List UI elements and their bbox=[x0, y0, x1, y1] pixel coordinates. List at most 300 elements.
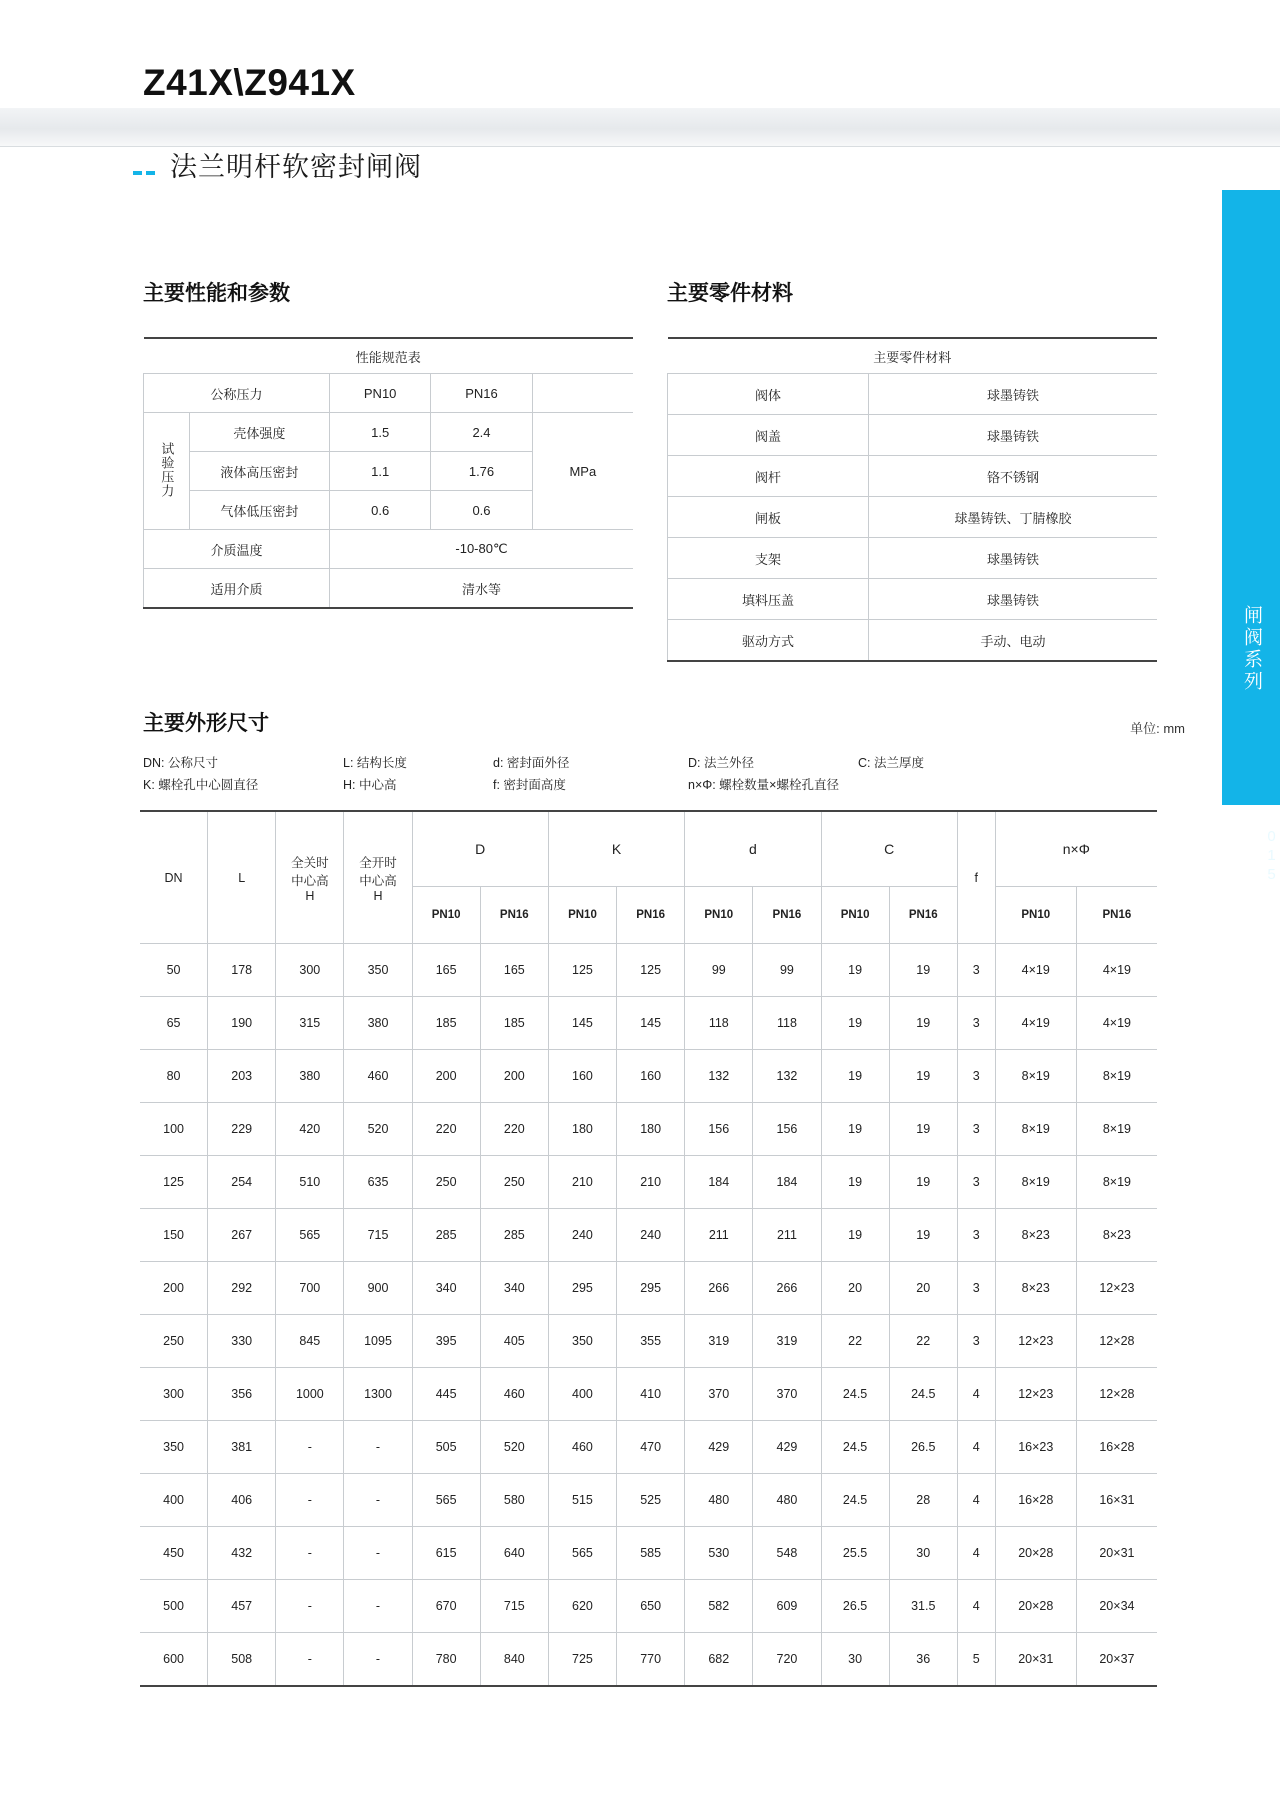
cell-part: 填料压盖 bbox=[668, 579, 869, 620]
cell-h-open: - bbox=[344, 1421, 412, 1474]
cell-f: 4 bbox=[957, 1421, 995, 1474]
cell-dsmall-pn10: 156 bbox=[685, 1103, 753, 1156]
cell-l: 381 bbox=[208, 1421, 276, 1474]
cell-h-closed: 510 bbox=[276, 1156, 344, 1209]
cell-k-pn10: 295 bbox=[548, 1262, 616, 1315]
cell-nphi-pn16: 8×19 bbox=[1076, 1103, 1157, 1156]
cell-k-pn16: 160 bbox=[617, 1050, 685, 1103]
cell-h-open: 635 bbox=[344, 1156, 412, 1209]
cell-h-open: 715 bbox=[344, 1209, 412, 1262]
header-h-closed: 全关时 中心高 H bbox=[276, 811, 344, 944]
cell-temperature-label: 介质温度 bbox=[144, 530, 330, 569]
cell-dn: 125 bbox=[140, 1156, 208, 1209]
header-k-pn10: PN10 bbox=[548, 887, 616, 944]
cell-h-closed: - bbox=[276, 1580, 344, 1633]
table-row bbox=[140, 997, 1157, 1050]
performance-table bbox=[143, 337, 633, 609]
cell-c-pn16: 31.5 bbox=[889, 1580, 957, 1633]
header-group-k: K bbox=[548, 811, 684, 887]
page-number: 015 bbox=[1263, 828, 1280, 885]
cell-value: 1.76 bbox=[431, 452, 532, 491]
cell-f: 4 bbox=[957, 1368, 995, 1421]
cell-dsmall-pn10: 184 bbox=[685, 1156, 753, 1209]
unit-note: 单位: mm bbox=[1130, 721, 1185, 736]
cell-k-pn10: 210 bbox=[548, 1156, 616, 1209]
cell-dn: 80 bbox=[140, 1050, 208, 1103]
cell-part: 驱动方式 bbox=[668, 620, 869, 662]
header-band bbox=[0, 108, 1280, 146]
cell-c-pn10: 19 bbox=[821, 1050, 889, 1103]
cell-dsmall-pn16: 132 bbox=[753, 1050, 821, 1103]
cell-dsmall-pn16: 429 bbox=[753, 1421, 821, 1474]
cell-k-pn10: 125 bbox=[548, 944, 616, 997]
cell-nphi-pn16: 4×19 bbox=[1076, 997, 1157, 1050]
header-c-pn10: PN10 bbox=[821, 887, 889, 944]
cell-dsmall-pn10: 132 bbox=[685, 1050, 753, 1103]
page-subtitle: 法兰明杆软密封闸阀 bbox=[170, 152, 422, 182]
header-d-pn10: PN10 bbox=[412, 887, 480, 944]
cell-c-pn16: 22 bbox=[889, 1315, 957, 1368]
cell-medium-label: 适用介质 bbox=[144, 569, 330, 609]
cell-dn: 300 bbox=[140, 1368, 208, 1421]
materials-table-wrap bbox=[667, 337, 1157, 662]
dimensions-table-body bbox=[140, 944, 1157, 1687]
cell-nphi-pn10: 4×19 bbox=[995, 944, 1076, 997]
cell-l: 457 bbox=[208, 1580, 276, 1633]
table-row bbox=[668, 497, 1158, 538]
cell-dn: 50 bbox=[140, 944, 208, 997]
table-row bbox=[140, 1633, 1157, 1687]
cell-dsmall-pn10: 682 bbox=[685, 1633, 753, 1687]
cell-k-pn10: 180 bbox=[548, 1103, 616, 1156]
cell-h-closed: - bbox=[276, 1474, 344, 1527]
cell-value: 1.5 bbox=[329, 413, 430, 452]
cell-nphi-pn10: 12×23 bbox=[995, 1368, 1076, 1421]
cell-k-pn16: 355 bbox=[617, 1315, 685, 1368]
cell-dsmall-pn10: 370 bbox=[685, 1368, 753, 1421]
cell-l: 406 bbox=[208, 1474, 276, 1527]
cell-h-open: 380 bbox=[344, 997, 412, 1050]
table-row bbox=[668, 415, 1158, 456]
section-title-performance: 主要性能和参数 bbox=[143, 282, 290, 305]
table-row bbox=[668, 338, 1158, 374]
legend-item: L: 结构长度 bbox=[343, 756, 407, 770]
cell-dsmall-pn10: 118 bbox=[685, 997, 753, 1050]
table-header-row bbox=[140, 811, 1157, 887]
cell-row-label: 液体高压密封 bbox=[189, 452, 329, 491]
section-title-materials: 主要零件材料 bbox=[667, 282, 793, 305]
cell-d-pn16: 520 bbox=[480, 1421, 548, 1474]
cell-nphi-pn10: 8×19 bbox=[995, 1103, 1076, 1156]
cell-part: 阀盖 bbox=[668, 415, 869, 456]
legend-item: d: 密封面外径 bbox=[493, 756, 570, 770]
cell-h-open: 1300 bbox=[344, 1368, 412, 1421]
cell-c-pn10: 20 bbox=[821, 1262, 889, 1315]
cell-d-pn10: 780 bbox=[412, 1633, 480, 1687]
dimensions-table-wrap bbox=[140, 810, 1157, 1687]
cell-dsmall-pn16: 211 bbox=[753, 1209, 821, 1262]
cell-nphi-pn16: 12×28 bbox=[1076, 1368, 1157, 1421]
cell-k-pn10: 515 bbox=[548, 1474, 616, 1527]
cell-k-pn10: 350 bbox=[548, 1315, 616, 1368]
cell-k-pn16: 180 bbox=[617, 1103, 685, 1156]
cell-k-pn10: 240 bbox=[548, 1209, 616, 1262]
performance-table-wrap bbox=[143, 337, 633, 609]
cell-nphi-pn10: 16×28 bbox=[995, 1474, 1076, 1527]
table-row bbox=[144, 530, 634, 569]
cell-dsmall-pn16: 156 bbox=[753, 1103, 821, 1156]
legend-item: f: 密封面高度 bbox=[493, 778, 566, 792]
cell-material: 球墨铸铁 bbox=[869, 538, 1158, 579]
header-group-c: C bbox=[821, 811, 957, 887]
table-row bbox=[144, 569, 634, 609]
cell-part: 阀杆 bbox=[668, 456, 869, 497]
header-d-pn16: PN16 bbox=[480, 887, 548, 944]
cell-h-closed: 845 bbox=[276, 1315, 344, 1368]
table-row bbox=[140, 944, 1157, 997]
page-title: Z41X\Z941X bbox=[143, 62, 356, 103]
cell-d-pn10: 505 bbox=[412, 1421, 480, 1474]
cell-k-pn16: 145 bbox=[617, 997, 685, 1050]
cell-dn: 65 bbox=[140, 997, 208, 1050]
cell-dsmall-pn16: 480 bbox=[753, 1474, 821, 1527]
cell-k-pn10: 460 bbox=[548, 1421, 616, 1474]
cell-h-open: 900 bbox=[344, 1262, 412, 1315]
cell-f: 3 bbox=[957, 944, 995, 997]
cell-dsmall-pn16: 99 bbox=[753, 944, 821, 997]
table-row bbox=[144, 374, 634, 413]
side-tab-label: 闸阀系列 bbox=[1241, 605, 1262, 693]
table-row bbox=[140, 1103, 1157, 1156]
cell-d-pn10: 165 bbox=[412, 944, 480, 997]
legend-item: C: 法兰厚度 bbox=[858, 756, 924, 770]
cell-nphi-pn16: 20×34 bbox=[1076, 1580, 1157, 1633]
legend-item: D: 法兰外径 bbox=[688, 756, 754, 770]
cell-h-open: 520 bbox=[344, 1103, 412, 1156]
cell-c-pn16: 19 bbox=[889, 1156, 957, 1209]
cell-dsmall-pn16: 609 bbox=[753, 1580, 821, 1633]
cell-value: 0.6 bbox=[329, 491, 430, 530]
cell-nominal-pressure-label: 公称压力 bbox=[144, 374, 330, 413]
table-row bbox=[668, 456, 1158, 497]
cell-d-pn16: 405 bbox=[480, 1315, 548, 1368]
cell-c-pn16: 26.5 bbox=[889, 1421, 957, 1474]
cell-nphi-pn10: 20×28 bbox=[995, 1527, 1076, 1580]
header-nphi-pn16: PN16 bbox=[1076, 887, 1157, 944]
cell-nphi-pn16: 8×19 bbox=[1076, 1050, 1157, 1103]
cell-d-pn16: 220 bbox=[480, 1103, 548, 1156]
cell-f: 5 bbox=[957, 1633, 995, 1687]
cell-d-pn16: 185 bbox=[480, 997, 548, 1050]
cell-dn: 100 bbox=[140, 1103, 208, 1156]
cell-l: 203 bbox=[208, 1050, 276, 1103]
cell-dsmall-pn10: 530 bbox=[685, 1527, 753, 1580]
cell-c-pn10: 30 bbox=[821, 1633, 889, 1687]
cell-f: 3 bbox=[957, 1209, 995, 1262]
cell-nphi-pn10: 12×23 bbox=[995, 1315, 1076, 1368]
cell-pn10-header: PN10 bbox=[329, 374, 430, 413]
cell-h-closed: 420 bbox=[276, 1103, 344, 1156]
cell-d-pn16: 580 bbox=[480, 1474, 548, 1527]
cell-nphi-pn10: 20×28 bbox=[995, 1580, 1076, 1633]
cell-h-closed: 700 bbox=[276, 1262, 344, 1315]
cell-nphi-pn10: 8×19 bbox=[995, 1050, 1076, 1103]
cell-d-pn16: 250 bbox=[480, 1156, 548, 1209]
cell-dn: 600 bbox=[140, 1633, 208, 1687]
table-row bbox=[668, 579, 1158, 620]
cell-temperature-value: -10-80℃ bbox=[329, 530, 633, 569]
cell-c-pn10: 26.5 bbox=[821, 1580, 889, 1633]
header-l: L bbox=[208, 811, 276, 944]
cell-pn16-header: PN16 bbox=[431, 374, 532, 413]
cell-d-pn10: 250 bbox=[412, 1156, 480, 1209]
legend-item: K: 螺栓孔中心圆直径 bbox=[143, 778, 259, 792]
cell-k-pn10: 400 bbox=[548, 1368, 616, 1421]
table-row bbox=[668, 374, 1158, 415]
materials-table-title: 主要零件材料 bbox=[668, 338, 1158, 374]
cell-d-pn10: 340 bbox=[412, 1262, 480, 1315]
cell-k-pn10: 725 bbox=[548, 1633, 616, 1687]
cell-nphi-pn16: 4×19 bbox=[1076, 944, 1157, 997]
cell-dsmall-pn10: 319 bbox=[685, 1315, 753, 1368]
header-dsmall-pn16: PN16 bbox=[753, 887, 821, 944]
cell-h-closed: 380 bbox=[276, 1050, 344, 1103]
cell-test-pressure-label: 试验压力 bbox=[144, 413, 190, 530]
cell-value: 1.1 bbox=[329, 452, 430, 491]
cell-dn: 250 bbox=[140, 1315, 208, 1368]
cell-c-pn10: 19 bbox=[821, 1156, 889, 1209]
cell-dsmall-pn10: 266 bbox=[685, 1262, 753, 1315]
cell-k-pn16: 410 bbox=[617, 1368, 685, 1421]
cell-nphi-pn10: 4×19 bbox=[995, 997, 1076, 1050]
cell-k-pn10: 160 bbox=[548, 1050, 616, 1103]
cell-c-pn10: 25.5 bbox=[821, 1527, 889, 1580]
cell-k-pn16: 470 bbox=[617, 1421, 685, 1474]
table-row bbox=[668, 620, 1158, 662]
table-row bbox=[140, 1474, 1157, 1527]
cell-dn: 500 bbox=[140, 1580, 208, 1633]
cell-nphi-pn10: 16×23 bbox=[995, 1421, 1076, 1474]
cell-part: 阀体 bbox=[668, 374, 869, 415]
cell-nphi-pn10: 8×23 bbox=[995, 1209, 1076, 1262]
cell-l: 356 bbox=[208, 1368, 276, 1421]
cell-c-pn16: 19 bbox=[889, 944, 957, 997]
cell-dsmall-pn16: 184 bbox=[753, 1156, 821, 1209]
cell-dsmall-pn16: 118 bbox=[753, 997, 821, 1050]
cell-d-pn10: 445 bbox=[412, 1368, 480, 1421]
header-group-d-small: d bbox=[685, 811, 821, 887]
table-row bbox=[144, 338, 634, 374]
cell-k-pn16: 295 bbox=[617, 1262, 685, 1315]
cell-d-pn16: 460 bbox=[480, 1368, 548, 1421]
cell-h-closed: - bbox=[276, 1527, 344, 1580]
cell-nphi-pn16: 8×19 bbox=[1076, 1156, 1157, 1209]
cell-nphi-pn16: 12×28 bbox=[1076, 1315, 1157, 1368]
cell-dn: 450 bbox=[140, 1527, 208, 1580]
cell-h-closed: 565 bbox=[276, 1209, 344, 1262]
cell-dsmall-pn10: 211 bbox=[685, 1209, 753, 1262]
cell-c-pn10: 24.5 bbox=[821, 1474, 889, 1527]
legend-item: H: 中心高 bbox=[343, 778, 397, 792]
cell-d-pn10: 185 bbox=[412, 997, 480, 1050]
cell-dsmall-pn16: 548 bbox=[753, 1527, 821, 1580]
cell-c-pn10: 19 bbox=[821, 1209, 889, 1262]
cell-l: 254 bbox=[208, 1156, 276, 1209]
cell-c-pn16: 30 bbox=[889, 1527, 957, 1580]
legend-item: DN: 公称尺寸 bbox=[143, 756, 219, 770]
cell-nphi-pn10: 8×23 bbox=[995, 1262, 1076, 1315]
cell-f: 3 bbox=[957, 1050, 995, 1103]
cell-d-pn10: 615 bbox=[412, 1527, 480, 1580]
cell-material: 球墨铸铁 bbox=[869, 579, 1158, 620]
cell-dsmall-pn16: 319 bbox=[753, 1315, 821, 1368]
cell-k-pn16: 585 bbox=[617, 1527, 685, 1580]
cell-c-pn16: 19 bbox=[889, 1103, 957, 1156]
cell-k-pn16: 240 bbox=[617, 1209, 685, 1262]
section-title-dimensions: 主要外形尺寸 bbox=[143, 712, 269, 735]
header-dsmall-pn10: PN10 bbox=[685, 887, 753, 944]
cell-row-label: 气体低压密封 bbox=[189, 491, 329, 530]
cell-dsmall-pn16: 370 bbox=[753, 1368, 821, 1421]
cell-d-pn10: 285 bbox=[412, 1209, 480, 1262]
cell-c-pn10: 19 bbox=[821, 997, 889, 1050]
header-group-d: D bbox=[412, 811, 548, 887]
cell-nphi-pn16: 20×37 bbox=[1076, 1633, 1157, 1687]
dimensions-table bbox=[140, 810, 1157, 1687]
cell-k-pn16: 650 bbox=[617, 1580, 685, 1633]
cell-d-pn16: 840 bbox=[480, 1633, 548, 1687]
cell-nphi-pn16: 20×31 bbox=[1076, 1527, 1157, 1580]
cell-d-pn16: 200 bbox=[480, 1050, 548, 1103]
performance-table-title: 性能规范表 bbox=[144, 338, 634, 374]
cell-k-pn16: 210 bbox=[617, 1156, 685, 1209]
cell-c-pn16: 20 bbox=[889, 1262, 957, 1315]
cell-f: 3 bbox=[957, 1156, 995, 1209]
cell-medium-value: 清水等 bbox=[329, 569, 633, 609]
cell-h-open: 1095 bbox=[344, 1315, 412, 1368]
cell-dn: 400 bbox=[140, 1474, 208, 1527]
cell-dsmall-pn16: 720 bbox=[753, 1633, 821, 1687]
cell-c-pn16: 36 bbox=[889, 1633, 957, 1687]
cell-d-pn10: 565 bbox=[412, 1474, 480, 1527]
cell-h-closed: - bbox=[276, 1421, 344, 1474]
cell-d-pn10: 220 bbox=[412, 1103, 480, 1156]
cell-l: 432 bbox=[208, 1527, 276, 1580]
cell-f: 4 bbox=[957, 1527, 995, 1580]
cell-nphi-pn16: 16×28 bbox=[1076, 1421, 1157, 1474]
cell-d-pn16: 340 bbox=[480, 1262, 548, 1315]
cell-dsmall-pn10: 480 bbox=[685, 1474, 753, 1527]
cell-h-open: - bbox=[344, 1527, 412, 1580]
cell-value: 2.4 bbox=[431, 413, 532, 452]
cell-unit-blank bbox=[532, 374, 633, 413]
cell-l: 178 bbox=[208, 944, 276, 997]
cell-f: 4 bbox=[957, 1474, 995, 1527]
cell-nphi-pn16: 12×23 bbox=[1076, 1262, 1157, 1315]
cell-dsmall-pn16: 266 bbox=[753, 1262, 821, 1315]
header-k-pn16: PN16 bbox=[617, 887, 685, 944]
cell-row-label: 壳体强度 bbox=[189, 413, 329, 452]
cell-h-open: 460 bbox=[344, 1050, 412, 1103]
cell-dsmall-pn10: 99 bbox=[685, 944, 753, 997]
cell-h-closed: 300 bbox=[276, 944, 344, 997]
cell-c-pn10: 24.5 bbox=[821, 1421, 889, 1474]
cell-l: 267 bbox=[208, 1209, 276, 1262]
header-dn: DN bbox=[140, 811, 208, 944]
header-h-open: 全开时 中心高 H bbox=[344, 811, 412, 944]
cell-f: 3 bbox=[957, 1262, 995, 1315]
table-row bbox=[140, 1050, 1157, 1103]
subtitle-dash-icon bbox=[133, 162, 161, 166]
cell-c-pn16: 28 bbox=[889, 1474, 957, 1527]
cell-k-pn10: 565 bbox=[548, 1527, 616, 1580]
cell-d-pn16: 165 bbox=[480, 944, 548, 997]
cell-d-pn10: 670 bbox=[412, 1580, 480, 1633]
cell-l: 229 bbox=[208, 1103, 276, 1156]
cell-dn: 350 bbox=[140, 1421, 208, 1474]
cell-c-pn10: 22 bbox=[821, 1315, 889, 1368]
cell-d-pn16: 285 bbox=[480, 1209, 548, 1262]
cell-material: 铬不锈钢 bbox=[869, 456, 1158, 497]
table-row bbox=[140, 1315, 1157, 1368]
cell-c-pn16: 19 bbox=[889, 1050, 957, 1103]
cell-h-open: - bbox=[344, 1633, 412, 1687]
cell-material: 手动、电动 bbox=[869, 620, 1158, 662]
dimensions-legend bbox=[143, 752, 1143, 796]
header-f: f bbox=[957, 811, 995, 944]
cell-d-pn10: 395 bbox=[412, 1315, 480, 1368]
cell-c-pn10: 19 bbox=[821, 944, 889, 997]
cell-k-pn16: 770 bbox=[617, 1633, 685, 1687]
cell-nphi-pn10: 8×19 bbox=[995, 1156, 1076, 1209]
table-row bbox=[668, 538, 1158, 579]
cell-c-pn10: 19 bbox=[821, 1103, 889, 1156]
cell-material: 球墨铸铁 bbox=[869, 374, 1158, 415]
cell-dn: 200 bbox=[140, 1262, 208, 1315]
cell-h-closed: - bbox=[276, 1633, 344, 1687]
table-row bbox=[140, 1262, 1157, 1315]
cell-k-pn16: 525 bbox=[617, 1474, 685, 1527]
cell-h-open: 350 bbox=[344, 944, 412, 997]
cell-d-pn10: 200 bbox=[412, 1050, 480, 1103]
cell-part: 闸板 bbox=[668, 497, 869, 538]
header-c-pn16: PN16 bbox=[889, 887, 957, 944]
cell-l: 292 bbox=[208, 1262, 276, 1315]
cell-value: 0.6 bbox=[431, 491, 532, 530]
cell-l: 190 bbox=[208, 997, 276, 1050]
cell-c-pn10: 24.5 bbox=[821, 1368, 889, 1421]
cell-material: 球墨铸铁、丁腈橡胶 bbox=[869, 497, 1158, 538]
cell-l: 330 bbox=[208, 1315, 276, 1368]
cell-part: 支架 bbox=[668, 538, 869, 579]
cell-f: 3 bbox=[957, 997, 995, 1050]
table-row bbox=[140, 1156, 1157, 1209]
cell-h-closed: 1000 bbox=[276, 1368, 344, 1421]
header-nphi-pn10: PN10 bbox=[995, 887, 1076, 944]
table-row bbox=[140, 1368, 1157, 1421]
side-tab bbox=[1222, 190, 1280, 885]
cell-f: 4 bbox=[957, 1580, 995, 1633]
cell-nphi-pn16: 8×23 bbox=[1076, 1209, 1157, 1262]
cell-d-pn16: 715 bbox=[480, 1580, 548, 1633]
cell-material: 球墨铸铁 bbox=[869, 415, 1158, 456]
cell-k-pn10: 620 bbox=[548, 1580, 616, 1633]
header-group-nphi: n×Φ bbox=[995, 811, 1157, 887]
cell-nphi-pn16: 16×31 bbox=[1076, 1474, 1157, 1527]
cell-d-pn16: 640 bbox=[480, 1527, 548, 1580]
cell-c-pn16: 19 bbox=[889, 997, 957, 1050]
table-row bbox=[140, 1421, 1157, 1474]
